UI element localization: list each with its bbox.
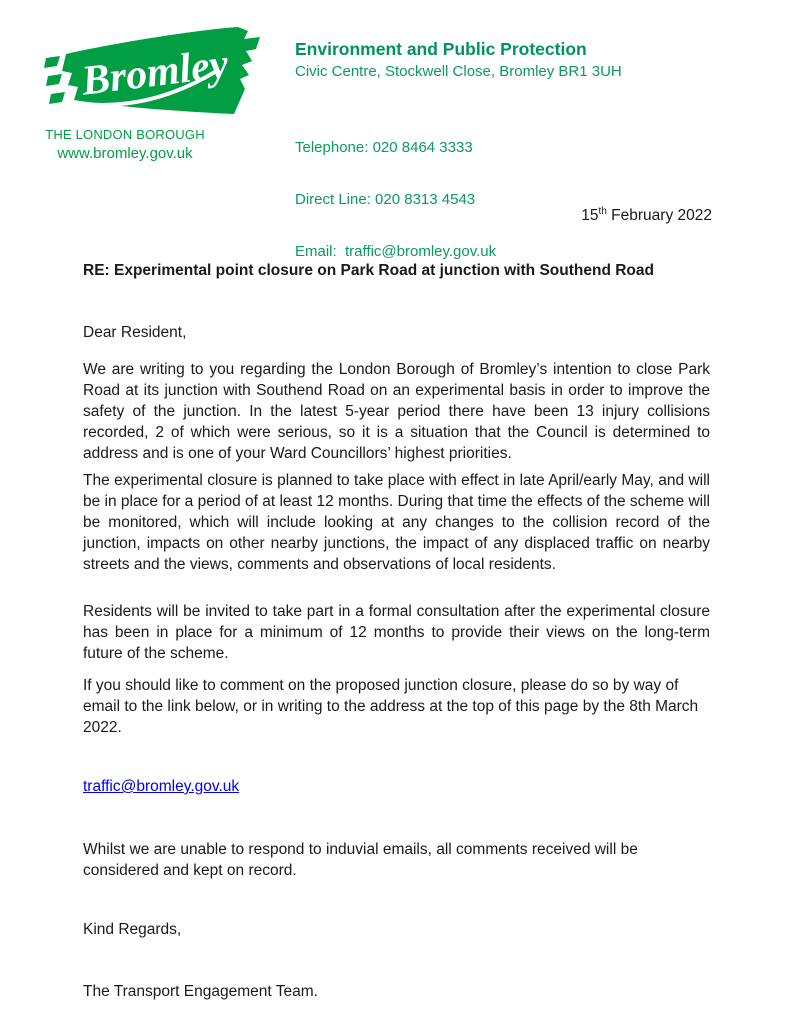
subject-line: RE: Experimental point closure on Park Road at junction with Southend Road [83, 262, 654, 279]
paragraph-closure-details: The experimental closure is planned to take place with effect in late April/early May, and will be in place for a period of at least 12 months. During that time the effects of the scheme will be monitored, which will include looking at any changes to the collision record of the junction, impacts on other nearby junctions, the impact of any displaced traffic on nearby streets and the views, comments and observations of local residents. [83, 472, 710, 573]
paragraph-how-to-comment: If you should like to comment on the proposed junction closure, please do so by way of email to the link below, or in writing to the address at the top of this page by the 8th March 2022. [83, 677, 699, 736]
telephone-line: Telephone: 020 8464 3333 [295, 139, 473, 157]
logo-tagline: THE LONDON BOROUGH [45, 127, 205, 142]
signature: The Transport Engagement Team. [83, 983, 318, 1000]
date-rest: February 2022 [606, 207, 712, 224]
traffic-email-link[interactable]: traffic@bromley.gov.uk [83, 778, 240, 795]
date-ordinal: th [598, 205, 607, 217]
email-link-row [83, 776, 710, 797]
department-address: Civic Centre, Stockwell Close, Bromley BR1 3UH [295, 63, 622, 80]
bromley-brush-logo [44, 22, 266, 124]
paragraph-consultation: Residents will be invited to take part in a formal consultation after the experimental closure has been in place for a minimum of 12 months to provide their views on the long-term future of the scheme. [83, 603, 710, 662]
logo-website-url: www.bromley.gov.uk [57, 145, 193, 162]
direct-line: Direct Line: 020 8313 4543 [295, 191, 476, 209]
logo-brand-text: Bromley [79, 41, 231, 105]
date-day: 15 [581, 207, 599, 224]
salutation: Dear Resident, [83, 324, 187, 341]
closing: Kind Regards, [83, 921, 182, 938]
paragraph-note: Whilst we are unable to respond to induvial emails, all comments received will be considered and kept on record. [83, 841, 638, 879]
paragraph-intro: We are writing to you regarding the London Borough of Bromley’s intention to close Park Road at its junction with Southend Road on an experimental basis in order to improve the safety of the junction. In the latest 5-year period there have been 13 injury collisions recorded, 2 of which were serious, so it is a situation that the Council is determined to address and is one of your Ward Councillors’ highest priorities. [83, 361, 710, 462]
email-line: Email: traffic@bromley.gov.uk [295, 242, 497, 260]
letter-date [83, 207, 712, 225]
department-heading: Environment and Public Protection [295, 39, 587, 59]
